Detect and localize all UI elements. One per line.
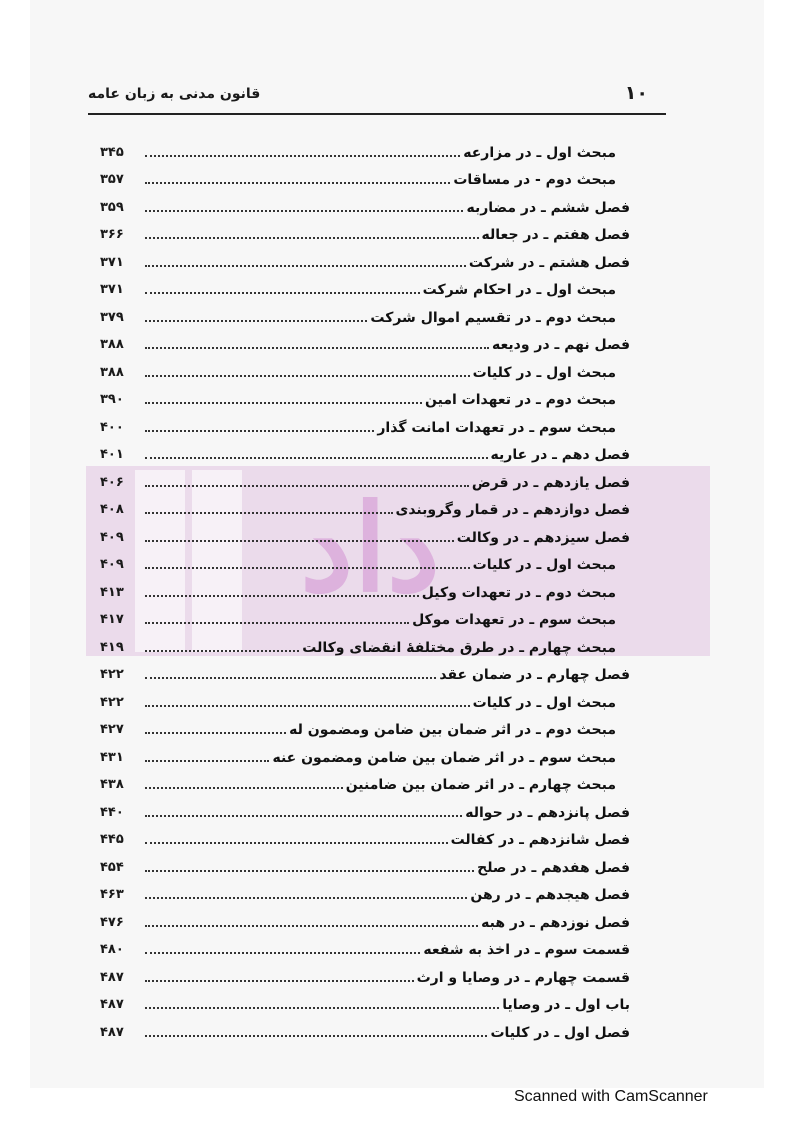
toc-entry [100,272,630,300]
toc-entry [100,877,630,905]
toc-entry-title: قسمت سوم ـ در اخذ به شفعه [423,942,630,958]
toc-entry-title: مبحث چهارم ـ در طرق مختلفهٔ انقضای وکالت [302,639,616,656]
toc-leader-dots [145,485,469,487]
toc-leader-dots [145,842,448,844]
toc-page-number: ۴۷۶ [100,914,124,930]
toc-entry [100,299,630,327]
toc-entry [100,959,630,987]
toc-entry-title: مبحث سوم ـ در تعهدات موکل [412,612,616,628]
toc-page-number: ۴۸۰ [100,942,124,957]
toc-leader-dots [145,512,393,514]
toc-entry-title: فصل هشتم ـ در شرکت [468,254,630,271]
toc-entry-title: فصل یازدهم ـ در قرض [471,474,630,491]
toc-leader-dots [145,760,269,762]
toc-leader-dots [145,347,489,349]
table-of-contents [100,134,630,1042]
toc-entry [100,409,630,437]
toc-entry-title: فصل هفتم ـ در جعاله [481,227,630,243]
toc-entry [100,217,630,245]
scanner-caption: Scanned with CamScanner [514,1088,708,1105]
toc-entry [100,822,630,850]
toc-entry [100,629,630,657]
page-header [88,80,666,110]
toc-entry-title: فصل پانزدهم ـ در حواله [465,804,630,821]
toc-leader-dots [145,210,463,212]
toc-entry [100,574,630,602]
toc-leader-dots [145,595,419,597]
toc-entry [100,327,630,355]
toc-leader-dots [145,1007,499,1009]
toc-page-number: ۳۵۷ [100,172,124,187]
header-rule [88,113,666,115]
toc-entry [100,1014,630,1042]
toc-entry-title: فصل شانزدهم ـ در کفالت [450,832,630,848]
toc-page-number: ۳۷۱ [100,282,124,297]
toc-page-number: ۴۱۹ [100,639,124,655]
toc-page-number: ۴۶۳ [100,887,124,902]
toc-entry [100,739,630,767]
toc-entry [100,794,630,822]
toc-leader-dots [145,787,343,789]
toc-entry-title: فصل نوزدهم ـ در هبه [481,914,630,931]
toc-entry-title: مبحث اول ـ در کلیات [472,694,616,711]
toc-entry-title: فصل چهارم ـ در ضمان عقد [439,667,630,683]
toc-leader-dots [145,265,466,267]
toc-page-number: ۴۰۱ [100,447,124,462]
toc-entry-title: فصل هفدهم ـ در صلح [477,859,630,876]
toc-page-number: ۴۴۰ [100,804,124,820]
toc-page-number: ۳۷۱ [100,254,124,270]
toc-entry-title: مبحث دوم - در مساقات [453,172,616,188]
toc-entry-title: مبحث اول ـ در مزارعه [463,144,616,161]
toc-leader-dots [145,375,470,377]
toc-entry [100,602,630,630]
toc-leader-dots [145,182,450,184]
toc-page-number: ۴۰۸ [100,502,124,517]
toc-page-number: ۳۸۸ [100,364,124,380]
toc-entry-title: مبحث اول ـ در احکام شرکت [422,282,616,298]
toc-entry-title: مبحث دوم ـ در اثر ضمان بین ضامن ومضمون له [289,722,616,738]
toc-page-number: ۴۸۷ [100,969,124,985]
toc-entry-title: مبحث اول ـ در کلیات [472,364,616,381]
toc-entry [100,492,630,520]
toc-leader-dots [145,897,467,899]
toc-leader-dots [145,155,460,157]
toc-entry [100,849,630,877]
toc-entry [100,684,630,712]
toc-entry [100,162,630,190]
toc-entry [100,547,630,575]
toc-leader-dots [145,457,488,459]
toc-page-number: ۴۱۳ [100,584,124,600]
toc-page-number: ۴۳۸ [100,777,124,792]
toc-entry-title: فصل اول ـ در کلیات [490,1024,630,1041]
toc-leader-dots [145,677,436,679]
book-title: قانون مدنی به زبان عامه [88,86,261,102]
toc-page-number: ۴۸۷ [100,1024,124,1040]
toc-entry-title: باب اول ـ در وصایا [502,997,630,1013]
toc-leader-dots [145,815,462,817]
toc-leader-dots [145,402,422,404]
toc-entry-title: فصل دوازدهم ـ در قمار وگروبندی [395,502,630,518]
toc-entry [100,712,630,740]
toc-leader-dots [145,980,414,982]
toc-leader-dots [145,925,478,927]
toc-leader-dots [145,320,367,322]
toc-entry-title: مبحث دوم ـ در تعهدات امین [425,392,616,408]
toc-entry-title: مبحث اول ـ در کلیات [472,557,616,573]
toc-page-number: ۴۳۱ [100,749,124,765]
toc-entry-title: مبحث دوم ـ در تعهدات وکیل [421,584,616,601]
toc-leader-dots [145,705,470,707]
toc-entry [100,134,630,162]
toc-page-number: ۳۴۵ [100,144,124,160]
toc-entry-title: مبحث چهارم ـ در اثر ضمان بین ضامنین [345,777,616,793]
toc-entry-title: فصل سیزدهم ـ در وکالت [456,529,630,546]
toc-page-number: ۴۰۹ [100,557,124,572]
toc-leader-dots [145,952,420,954]
toc-page-number: ۴۰۶ [100,474,124,490]
page-number: ۱۰ [624,82,648,104]
toc-entry-title: مبحث سوم ـ در اثر ضمان بین ضامن ومضمون عنه [272,749,616,766]
toc-entry [100,519,630,547]
toc-page-number: ۳۹۰ [100,392,124,407]
toc-entry [100,437,630,465]
toc-page-number: ۳۵۹ [100,199,124,215]
toc-leader-dots [145,430,374,432]
toc-entry [100,464,630,492]
toc-entry-title: فصل هیجدهم ـ در رهن [470,887,630,903]
toc-leader-dots [145,732,286,734]
toc-entry [100,767,630,795]
toc-leader-dots [145,870,474,872]
toc-entry-title: فصل ششم ـ در مضاربه [466,199,630,216]
toc-page-number: ۴۵۴ [100,859,124,875]
toc-page-number: ۴۱۷ [100,612,124,627]
toc-page-number: ۳۸۸ [100,337,124,352]
toc-entry-title: مبحث دوم ـ در تقسیم اموال شرکت [370,309,616,326]
toc-entry-title: مبحث سوم ـ در تعهدات امانت گذار [377,419,616,436]
toc-entry [100,657,630,685]
toc-entry [100,382,630,410]
toc-leader-dots [145,292,420,294]
toc-page-number: ۴۲۲ [100,667,124,682]
toc-entry [100,244,630,272]
toc-entry-title: فصل دهم ـ در عاریه [490,447,630,463]
toc-entry [100,932,630,960]
toc-page-number: ۴۲۷ [100,722,124,737]
toc-leader-dots [145,1035,487,1037]
toc-page-number: ۴۰۹ [100,529,124,545]
toc-leader-dots [145,622,409,624]
toc-page-number: ۴۲۲ [100,694,124,710]
toc-entry [100,987,630,1015]
toc-entry [100,354,630,382]
toc-leader-dots [145,540,454,542]
toc-page-number: ۴۰۰ [100,419,124,435]
watermark-lettering: داد [300,478,441,619]
toc-entry [100,189,630,217]
toc-entry [100,904,630,932]
toc-page-number: ۴۸۷ [100,997,124,1012]
toc-page-number: ۳۶۶ [100,227,124,242]
toc-entry-title: قسمت چهارم ـ در وصایا و ارث [416,969,630,986]
toc-page-number: ۳۷۹ [100,309,124,325]
toc-leader-dots [145,237,479,239]
toc-entry-title: فصل نهم ـ در ودیعه [492,337,630,353]
toc-page-number: ۴۴۵ [100,832,124,847]
toc-leader-dots [145,650,299,652]
toc-leader-dots [145,567,470,569]
